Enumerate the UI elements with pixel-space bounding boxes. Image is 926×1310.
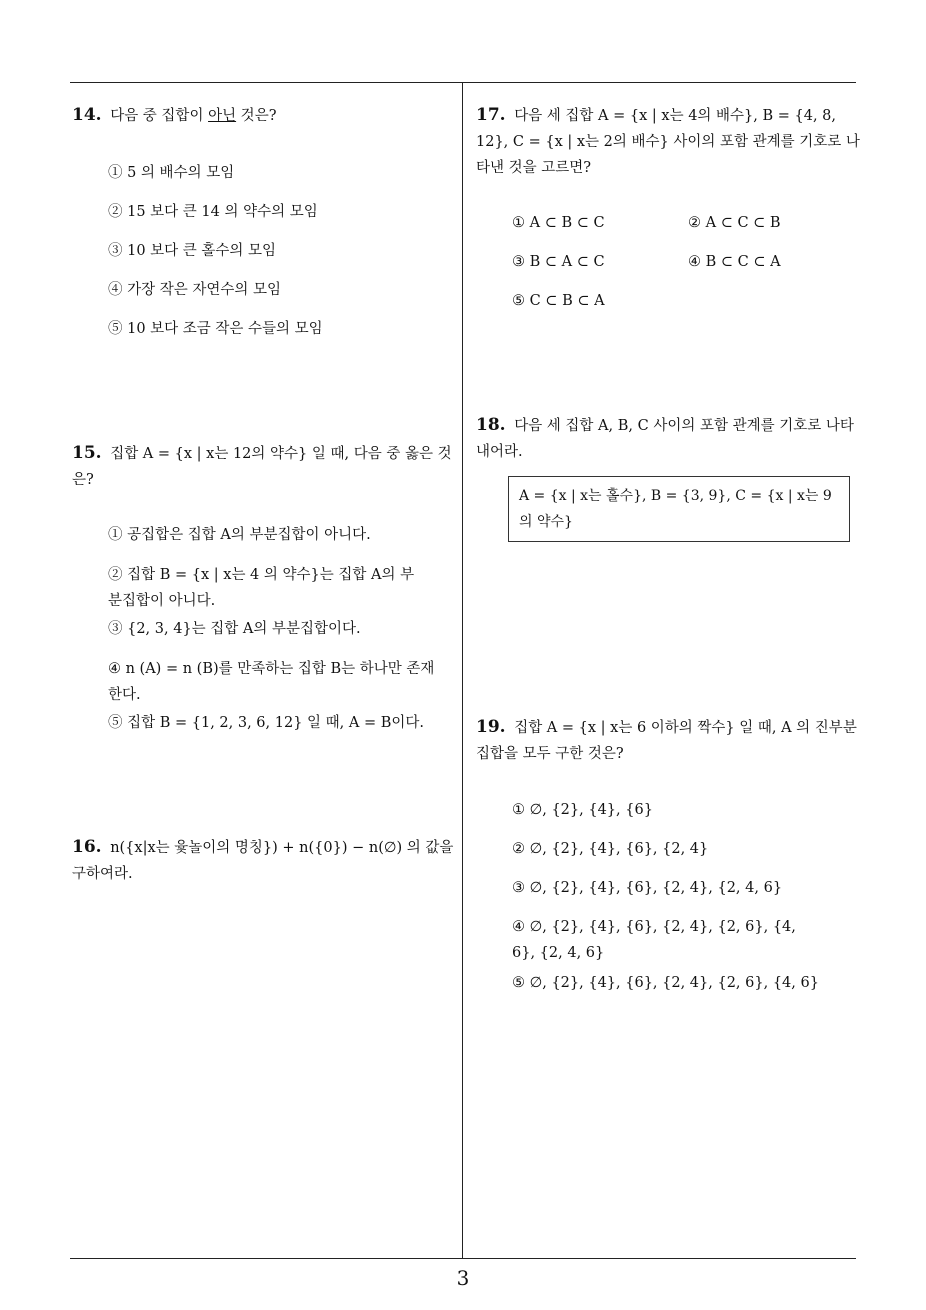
q15-option-4[interactable]: ④ n (A) = n (B)를 만족하는 집합 B는 하나만 존재한다. (108, 661, 435, 703)
q19-option-4[interactable]: ④ ∅, {2}, {4}, {6}, {2, 4}, {2, 6}, {4, 6}, {2, 4, 6} (512, 919, 796, 961)
question-text: 집합 A = {x | x는 12의 약수} 일 때, 다음 중 옳은 것은? (72, 446, 452, 488)
question-number: 16. (72, 837, 102, 857)
question-18 (476, 412, 860, 465)
question-15 (72, 440, 456, 493)
question-17 (476, 102, 860, 181)
column-divider (462, 82, 463, 1259)
q19-option-5[interactable]: ⑤ ∅, {2}, {4}, {6}, {2, 4}, {2, 6}, {4, 6} (512, 975, 819, 991)
q14-option-3[interactable]: ③ 10 보다 큰 홀수의 모임 (108, 243, 277, 259)
question-number: 17. (476, 105, 506, 125)
q19-option-3[interactable]: ③ ∅, {2}, {4}, {6}, {2, 4}, {2, 4, 6} (512, 880, 783, 896)
q14-option-2[interactable]: ② 15 보다 큰 14 의 약수의 모임 (108, 204, 318, 220)
question-19 (476, 714, 860, 767)
question-text: 집합 A = {x | x는 6 이하의 짝수} 일 때, A 의 진부분집합을 모두 구한 것은? (476, 720, 857, 762)
q17-option-4[interactable]: ④ B ⊂ C ⊂ A (688, 254, 781, 270)
question-text: n({x|x는 윷놀이의 명칭}) + n({0}) − n(∅) 의 값을 구하여라. (72, 840, 454, 882)
top-rule (70, 82, 856, 83)
question-text: 다음 중 집합이 아닌 것은? (110, 108, 277, 124)
q14-option-4[interactable]: ④ 가장 작은 자연수의 모임 (108, 282, 282, 298)
q19-option-1[interactable]: ① ∅, {2}, {4}, {6} (512, 802, 653, 818)
q15-option-2[interactable]: ② 집합 B = {x | x는 4 의 약수}는 집합 A의 부분집합이 아니다. (108, 567, 415, 609)
q17-option-3[interactable]: ③ B ⊂ A ⊂ C (512, 254, 605, 270)
q15-option-5[interactable]: ⑤ 집합 B = {1, 2, 3, 6, 12} 일 때, A = B이다. (108, 715, 424, 731)
q17-option-2[interactable]: ② A ⊂ C ⊂ B (688, 215, 781, 231)
question-number: 15. (72, 443, 102, 463)
question-number: 14. (72, 105, 102, 125)
underlined-word: 아닌 (208, 108, 237, 124)
question-number: 19. (476, 717, 506, 737)
page-number: 3 (456, 1266, 470, 1290)
question-text: 다음 세 집합 A, B, C 사이의 포함 관계를 기호로 나타내어라. (476, 418, 854, 460)
q14-option-5[interactable]: ⑤ 10 보다 조금 작은 수들의 모임 (108, 321, 323, 337)
q19-option-2[interactable]: ② ∅, {2}, {4}, {6}, {2, 4} (512, 841, 709, 857)
question-text: 다음 세 집합 A = {x | x는 4의 배수}, B = {4, 8, 12}, C = {x | x는 2의 배수} 사이의 포함 관계를 기호로 나타낸 것을 고르면? (476, 108, 860, 176)
q17-option-5[interactable]: ⑤ C ⊂ B ⊂ A (512, 293, 605, 309)
bottom-rule (70, 1258, 856, 1259)
q18-set-box: A = {x | x는 홀수}, B = {3, 9}, C = {x | x는 9의 약수} (508, 476, 850, 542)
question-number: 18. (476, 415, 506, 435)
q15-option-3[interactable]: ③ {2, 3, 4}는 집합 A의 부분집합이다. (108, 621, 361, 637)
question-14 (72, 102, 452, 129)
q17-option-1[interactable]: ① A ⊂ B ⊂ C (512, 215, 605, 231)
q15-option-1[interactable]: ① 공집합은 집합 A의 부분집합이 아니다. (108, 527, 371, 543)
q14-option-1[interactable]: ① 5 의 배수의 모임 (108, 165, 235, 181)
question-16 (72, 834, 456, 887)
